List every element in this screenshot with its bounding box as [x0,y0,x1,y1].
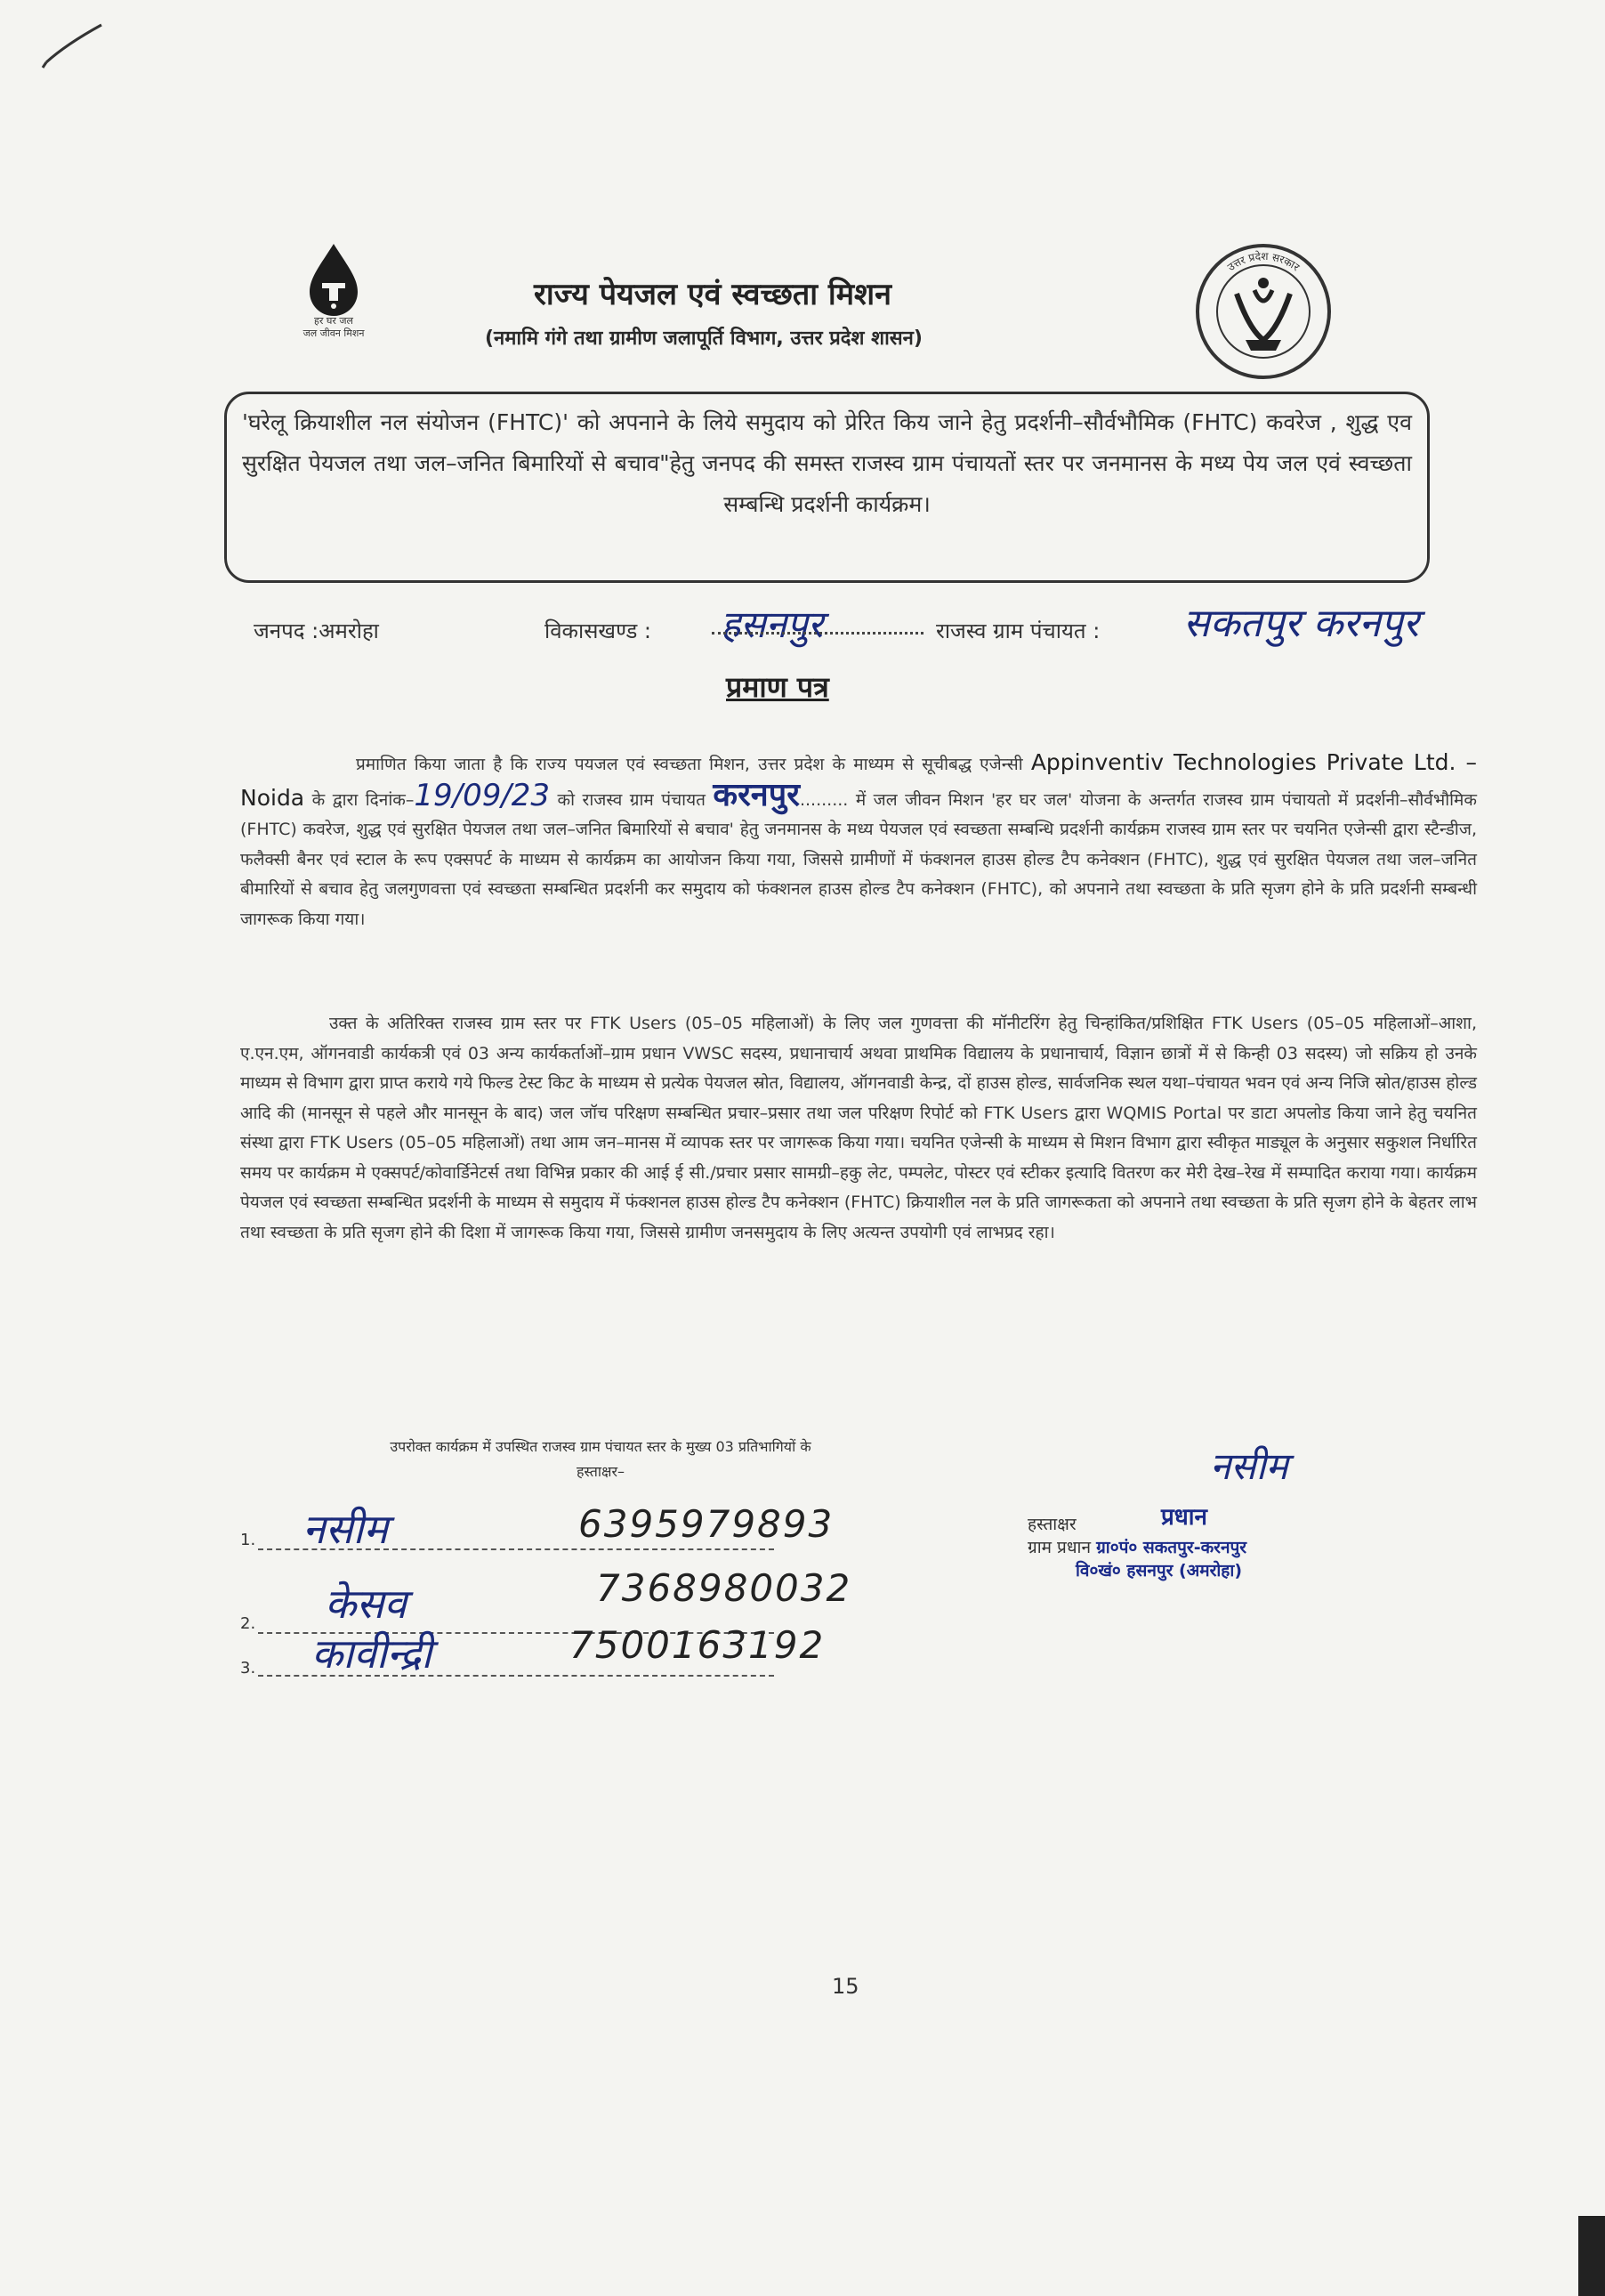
stamp-line-1: प्रधान [1161,1504,1207,1531]
page-number: 15 [832,1974,859,1999]
participant-signature: कावीन्द्री [311,1629,432,1678]
participant-number: 2. [240,1614,256,1633]
village-name: करनपुर [713,776,800,813]
participant-phone: 7368980032 [596,1566,852,1610]
agency-name: Appinventiv Technologies Private Ltd. – Noida [240,749,1478,811]
para1-part-a: प्रमाणित किया जाता है कि राज्य पयजल एवं स्वच्छता मिशन, उत्तर प्रदेश के माध्यम से सूचीबद्ध एजेन्सी [356,755,1023,774]
stamp-line-2: ग्रा०पं० सकतपुर-करनपुर [1096,1538,1247,1557]
programme-description: 'घरेलू क्रियाशील नल संयोजन (FHTC)' को अपनाने के लिये समुदाय को प्रेरित किय जाने हेतु प्रदर्शनी–सौर्वभौमिक (FHTC) कवरेज , शुद्ध एव सुरक्षित पेयजल तथा जल–जनित बिमारियों से बचाव"हेतु जनपद की समस्त राजस्व ग्राम पंचायतों स्तर पर जनमानस के मध्य पेय जल एवं स्वच्छता सम्बन्धि प्रदर्शनी कार्यक्रम। [242,409,1412,517]
para1-part-c: को राजस्व ग्राम पंचायत [557,789,706,810]
certificate-title: प्रमाण पत्र [726,670,829,704]
up-government-emblem [1192,240,1335,383]
water-drop-icon [267,238,400,319]
stamp-line-3: वि०खं० हसनपुर (अमरोहा) [1076,1561,1243,1581]
pradhan-stamp [1028,1504,1401,1582]
signature-heading-line2: हस्ताक्षर– [576,1463,625,1480]
certificate-paragraph-1: प्रमाणित किया जाता है कि राज्य पयजल एवं स्वच्छता मिशन, उत्तर प्रदेश के माध्यम से सूचीबद्ध एजेन्सी Appinventiv Technologies Private Ltd. – Noida के द्वारा दिनांक–19/09/23 को राजस्व ग्राम पंचायत करनपुर......... में जल जीवन मिशन 'हर घर जल' योजना के अन्तर्गत राजस्व ग्राम पंचायतो में प्रदर्शनी–सौर्वभौमिक (FHTC) कवरेज, शुद्ध एवं सुरक्षित पेयजल तथा जल–जनित बिमारियों से बचाव' हेतु जनमानस के मध्य पेयजल एवं स्वच्छता सम्बन्धि प्रदर्शनी कार्यक्रम राजस्व ग्राम स्तर पर चयनित एजेन्सी द्वारा स्टैन्डीज, फलैक्सी बैनर एवं स्टाल के रूप एक्सपर्ट के माध्यम से कार्यक्रम का आयोजन किया गया, जिससे ग्रामीणों में फंक्शनल हाउस होल्ड टैप कनेक्शन (FHTC), शुद्ध एवं सुरक्षित पेयजल तथा जल–जनित बीमारियों से बचाव हेतु जलगुणवत्ता एवं स्वच्छता सम्बन्धित प्रदर्शनी कर समुदाय को फंक्शनल हाउस होल्ड टैप कनेक्शन (FHTC), को अपनाने तथा स्वच्छता के प्रति सृजग होने के प्रति प्रदर्शनी सम्बन्धी जागरूक किया गया। [240,749,1478,929]
signature-heading-line1: उपरोक्त कार्यक्रम में उपस्थित राजस्व ग्राम पंचायत स्तर के मुख्य 03 प्रतिभागियों के [390,1438,811,1455]
participant-phone: 7500163192 [569,1623,826,1667]
participant-signature: नसीम [302,1505,389,1553]
participant-number: 3. [240,1659,256,1678]
district-label: जनपद :अमरोहा [254,618,379,643]
panchayat-value: सकतपुर करनपुर [1183,601,1419,646]
programme-date: 19/09/23 [414,777,551,813]
block-value: हसनपुर [721,602,824,646]
participant-signature: केसव [325,1580,407,1628]
sign-label: हस्ताक्षर [1028,1515,1077,1534]
participant-phone: 6395979893 [578,1502,835,1546]
mission-subtitle: (नमामि गंगे तथा ग्रामीण जलापूर्ति विभाग, उत्तर प्रदेश शासन) [485,327,923,350]
logo-caption-line2: जल जीवन मिशन [302,327,365,339]
signature-heading [249,1435,952,1484]
pen-mark [39,18,110,71]
certificate-paragraph-2: उक्त के अतिरिक्त राजस्व ग्राम स्तर पर FTK Users (05–05 महिलाओं) के लिए जल गुणवत्ता की मॉनीटरिंग हेतु चिन्हांकित/प्रशिक्षित FTK Users (05–05 महिलाओं–आशा, ए.एन.एम, ऑगनवाडी कार्यकत्री एवं 03 अन्य कार्यकर्ताओं–ग्राम प्रधान VWSC सदस्य, प्रधानाचार्य अथवा प्राथमिक विद्यालय के प्रधानाचार्य, विज्ञान छात्रों में से किन्ही 03 सदस्य) जो सक्रिय हो उनके माध्यम से विभाग द्वारा प्राप्त कराये गये फिल्ड टेस्ट किट के माध्यम से प्रत्येक पेयजल स्रोत, विद्यालय, ऑगनवाडी केन्द्र, दों हाउस होल्ड, सार्वजनिक स्थल यथा–पंचायत भवन एवं अन्य निजि स्रोत/हाउस होल्ड आदि की (मानसून से पहले और मानसून के बाद) जल जॉच परिक्षण सम्बन्धित प्रचार–प्रसार तथा जल परिक्षण रिपोर्ट को FTK Users द्वारा WQMIS Portal पर डाटा अपलोड किया जाने हेतु चयनित संस्था द्वारा FTK Users (05–05 महिलाओं) तथा आम जन–मानस में व्यापक स्तर पर जागरूक किया गया। चयनित एजेन्सी के माध्यम से मिशन विभाग द्वारा स्वीकृत माड्यूल के अनुसार सकुशल निर्धारित समय पर कार्यक्रम मे एक्सपर्ट/कोवार्डिनेटर्स तथा विभिन्न प्रकार की आई ई सी./प्रचार प्रसार सामग्री–हकु लेट, पम्पलेट, पोस्टर एवं स्टीकर इत्यादि वितरण कर मेरी देख–रेख में सम्पादित कराया गया। कार्यक्रम पेयजल एवं स्वच्छता सम्बन्धित प्रदर्शनी के माध्यम से समुदाय में फंक्शनल हाउस होल्ड टैप कनेक्शन (FHTC) क्रियाशील नल के प्रति जागरूकता को अपनाने तथा स्वच्छता के प्रति सृजग होने के बेहतर लाभ तथा स्वच्छता के प्रति सृजग होने की दिशा में जागरूक किया गया, जिससे ग्रामीण जनसमुदाय के लिए अत्यन्त उपयोगी एवं लाभप्रद रहा। [240,1014,1477,1242]
para1-part-d: में जल जीवन मिशन 'हर घर जल' योजना के अन्तर्गत राजस्व ग्राम पंचायतो में प्रदर्शनी–सौर्वभौमिक (FHTC) कवरेज, शुद्ध एवं सुरक्षित पेयजल तथा जल–जनित बिमारियों से बचाव' हेतु जनमानस के मध्य पेयजल एवं स्वच्छता सम्बन्धि प्रदर्शनी कार्यक्रम राजस्व ग्राम स्तर पर चयनित एजेन्सी द्वारा स्टैन्डीज, फलैक्सी बैनर एवं स्टाल के रूप एक्सपर्ट के माध्यम से कार्यक्रम का आयोजन किया गया, जिससे ग्रामीणों में फंक्शनल हाउस होल्ड टैप कनेक्शन (FHTC), शुद्ध एवं सुरक्षित पेयजल तथा जल–जनित बीमारियों से बचाव हेतु जलगुणवत्ता एवं स्वच्छता सम्बन्धित प्रदर्शनी कर समुदाय को फंक्शनल हाउस होल्ड टैप कनेक्शन (FHTC), को अपनाने तथा स्वच्छता के प्रति सृजग होने के प्रति प्रदर्शनी सम्बन्धी जागरूक किया गया। [240,789,1477,929]
scan-edge [1578,2216,1605,2296]
block-label: विकासखण्ड : [544,618,652,643]
emblem-text: उत्तर प्रदेश सरकार [1224,249,1303,274]
logo-caption-line1: हर घर जल [314,315,353,327]
jal-jeevan-mission-logo [267,238,400,363]
pradhan-signature: नसीम [1210,1444,1288,1488]
para1-part-b: के द्वारा दिनांक [311,789,406,810]
pradhan-label: ग्राम प्रधान [1028,1538,1092,1557]
panchayat-label: राजस्व ग्राम पंचायत : [936,618,1101,643]
block-dotted-line [712,632,923,635]
participant-number: 1. [240,1531,256,1549]
mission-title: राज्य पेयजल एवं स्वच्छता मिशन [534,277,892,312]
